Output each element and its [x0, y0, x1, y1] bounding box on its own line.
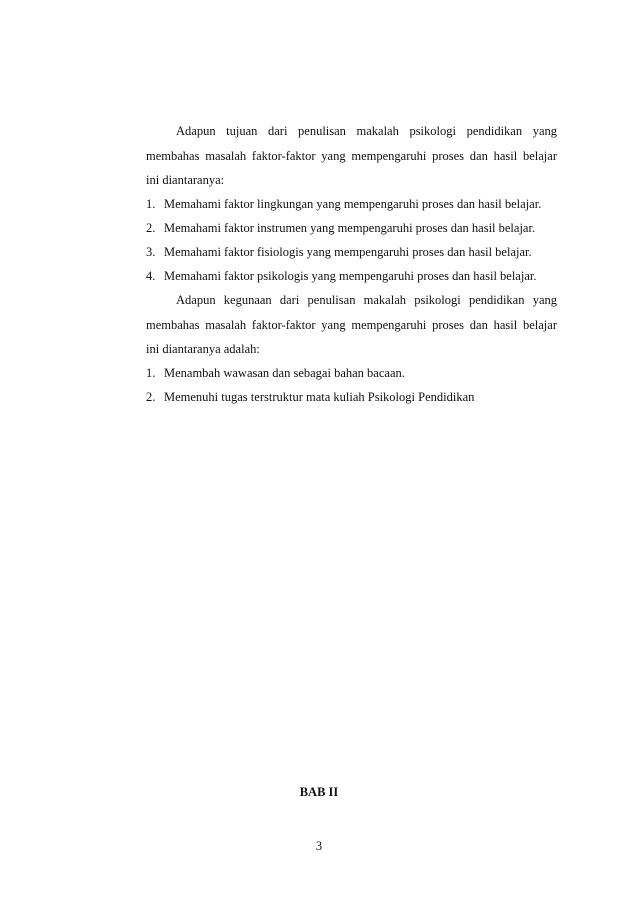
paragraph-line: ini diantaranya adalah: — [146, 342, 260, 356]
list-number: 1. — [146, 366, 156, 380]
chapter-heading: BAB II — [299, 785, 339, 799]
paragraph-line: membahas masalah faktor-faktor yang mempengaruhi proses dan hasil belajar — [146, 318, 557, 332]
list-number: 2. — [146, 390, 156, 404]
list-text: Memahami faktor fisiologis yang mempengaruhi proses dan hasil belajar. — [164, 245, 532, 259]
list-number: 4. — [146, 269, 156, 283]
list-text: Memenuhi tugas terstruktur mata kuliah Psikologi Pendidikan — [164, 390, 475, 404]
list-item — [146, 390, 557, 405]
list-item — [146, 269, 557, 284]
list-item — [146, 245, 557, 260]
list-text: Memahami faktor instrumen yang mempengaruhi proses dan hasil belajar. — [164, 221, 536, 235]
paragraph-line: ini diantaranya: — [146, 173, 225, 187]
list-text: Memahami faktor psikologis yang mempengaruhi proses dan hasil belajar. — [164, 269, 537, 283]
paragraph-line: membahas masalah faktor-faktor yang mempengaruhi proses dan hasil belajar — [146, 149, 557, 163]
paragraph-line: Adapun tujuan dari penulisan makalah psikologi pendidikan yang — [176, 124, 557, 138]
list-number: 3. — [146, 245, 156, 259]
list-number: 2. — [146, 221, 156, 235]
page-number: 3 — [315, 839, 323, 853]
list-item — [146, 366, 557, 381]
list-text: Menambah wawasan dan sebagai bahan bacaan. — [164, 366, 405, 380]
list-item — [146, 197, 557, 212]
paragraph-line: Adapun kegunaan dari penulisan makalah psikologi pendidikan yang — [176, 293, 557, 307]
list-number: 1. — [146, 197, 156, 211]
list-text: Memahami faktor lingkungan yang mempengaruhi proses dan hasil belajar. — [164, 197, 542, 211]
list-item — [146, 221, 557, 236]
